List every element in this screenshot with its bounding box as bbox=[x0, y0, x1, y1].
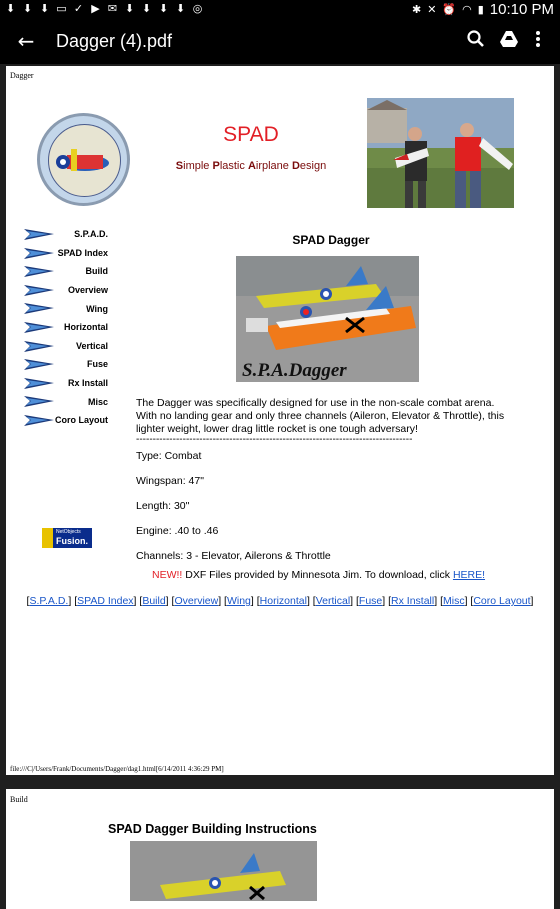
nav-item-label: Build bbox=[85, 266, 108, 277]
footer-link-coro-layout[interactable]: Coro Layout bbox=[473, 595, 531, 607]
spec-channels: Channels: 3 - Elevator, Ailerons & Throttle bbox=[136, 550, 331, 562]
nav-item-vertical[interactable] bbox=[24, 337, 108, 356]
search-icon[interactable] bbox=[464, 29, 488, 53]
spec-type: Type: Combat bbox=[136, 450, 202, 462]
spec-wingspan: Wingspan: 47" bbox=[136, 475, 204, 487]
more-options-icon[interactable] bbox=[526, 29, 550, 53]
back-arrow-icon[interactable]: ← bbox=[17, 29, 35, 53]
paper-airplane-icon bbox=[24, 284, 54, 297]
page-header-label: Dagger bbox=[10, 71, 34, 80]
nav-item-wing[interactable] bbox=[24, 299, 108, 318]
dxf-notice: NEW!! DXF Files provided by Minnesota Jim. To download, click HERE! bbox=[152, 569, 486, 581]
google-drive-icon[interactable] bbox=[497, 29, 521, 53]
download-icon: ⬇ bbox=[158, 2, 169, 15]
spec-length: Length: 30" bbox=[136, 500, 190, 512]
paper-airplane-icon bbox=[24, 395, 54, 408]
app-bar bbox=[0, 18, 560, 64]
nav-item-spad-index[interactable] bbox=[24, 244, 108, 263]
download-icon: ⬇ bbox=[175, 2, 186, 15]
paper-airplane-icon bbox=[24, 340, 54, 353]
nav-item-fuse[interactable] bbox=[24, 355, 108, 374]
wifi-icon: ◠ bbox=[462, 3, 472, 16]
nav-item-label: Vertical bbox=[75, 340, 108, 351]
nav-item-label: Overview bbox=[67, 285, 108, 296]
divider-dashes: ----------------------------------------------------------------------------------- bbox=[136, 434, 413, 445]
file-path: file:///C|/Users/Frank/Documents/Dagger/dag1.html[6/14/2011 4:36:29 PM] bbox=[10, 765, 224, 773]
footer-link-fuse[interactable]: Fuse bbox=[358, 595, 383, 607]
paper-airplane-icon bbox=[24, 321, 54, 334]
footer-link-wrapper: [Misc] bbox=[440, 595, 468, 607]
page-header-label: Build bbox=[10, 795, 28, 804]
footer-link-wing[interactable]: Wing bbox=[226, 595, 251, 607]
spec-engine: Engine: .40 to .46 bbox=[136, 525, 219, 537]
footer-link-rx-install[interactable]: Rx Install bbox=[391, 595, 435, 607]
compass-icon: ◎ bbox=[192, 2, 203, 15]
nav-item-misc[interactable] bbox=[24, 392, 108, 411]
download-icon: ⬇ bbox=[22, 2, 33, 15]
nav-item-label: Rx Install bbox=[67, 378, 108, 389]
nav-item-label: SPAD Index bbox=[57, 247, 108, 258]
footer-link-wrapper: [Wing] bbox=[224, 595, 254, 607]
paper-airplane-icon bbox=[24, 377, 54, 390]
dagger-plane-photo bbox=[130, 841, 317, 901]
paper-airplane-icon bbox=[24, 228, 54, 241]
footer-link-wrapper: [SPAD Index] bbox=[74, 595, 137, 607]
footer-link-wrapper: [S.P.A.D.] bbox=[26, 595, 72, 607]
clock: 10:10 PM bbox=[489, 1, 554, 18]
status-bar bbox=[0, 0, 560, 18]
download-here-link[interactable]: HERE! bbox=[452, 569, 486, 581]
new-label: NEW!! bbox=[152, 569, 183, 581]
paper-airplane-icon bbox=[24, 247, 54, 260]
footer-links bbox=[6, 595, 554, 607]
download-icon: ⬇ bbox=[141, 2, 152, 15]
bluetooth-icon: ✱ bbox=[411, 3, 422, 16]
paper-airplane-icon bbox=[24, 358, 54, 371]
nav-item-build[interactable] bbox=[24, 262, 108, 281]
notification-icons bbox=[4, 2, 204, 16]
paper-airplane-icon bbox=[24, 265, 54, 278]
paper-airplane-icon bbox=[24, 302, 54, 315]
footer-link-build[interactable]: Build bbox=[142, 595, 166, 607]
footer-link-wrapper: [Vertical] bbox=[312, 595, 354, 607]
download-icon: ⬇ bbox=[124, 2, 135, 15]
footer-link-wrapper: [Fuse] bbox=[356, 595, 386, 607]
system-indicators bbox=[412, 1, 554, 18]
check-icon: ✓ bbox=[73, 2, 84, 15]
footer-link-misc[interactable]: Misc bbox=[442, 595, 465, 607]
footer-link-spad-index[interactable]: SPAD Index bbox=[77, 595, 134, 607]
dagger-plane-photo bbox=[236, 256, 419, 382]
page-heading: SPAD Dagger bbox=[292, 233, 370, 247]
document-title: Dagger (4).pdf bbox=[56, 31, 173, 51]
description-text: The Dagger was specifically designed for use in the non-scale combat arena. With no landing gear and only three channels (Aileron, Elevator & Throttle), this lighter weight, lower drag little rocket is one tough adversary! bbox=[136, 397, 505, 435]
footer-link-wrapper: [Horizontal] bbox=[256, 595, 310, 607]
download-icon: ⬇ bbox=[5, 2, 16, 15]
mail-icon: ✉ bbox=[107, 2, 118, 15]
nav-item-label: Fuse bbox=[86, 359, 108, 370]
footer-link-overview[interactable]: Overview bbox=[174, 595, 219, 607]
nav-item-rx-install[interactable] bbox=[24, 374, 108, 393]
spad-subtitle: Simple Plastic Airplane Design bbox=[175, 160, 327, 172]
netobjects-fusion-badge: NetObjects Fusion. bbox=[42, 528, 92, 548]
spad-logo bbox=[37, 113, 130, 206]
spad-title: SPAD bbox=[223, 123, 279, 146]
cast-icon: ▭ bbox=[56, 2, 67, 15]
photo-caption: S.P.A.Dagger bbox=[242, 360, 347, 381]
mute-icon: ✕ bbox=[427, 3, 437, 16]
footer-link-vertical[interactable]: Vertical bbox=[315, 595, 351, 607]
nav-item-horizontal[interactable] bbox=[24, 318, 108, 337]
nav-item-label: Coro Layout bbox=[55, 415, 108, 426]
battery-icon: ▮ bbox=[477, 3, 484, 16]
paper-airplane-icon bbox=[24, 414, 54, 427]
nav-item-label: Wing bbox=[86, 303, 108, 314]
nav-item-label: Misc bbox=[87, 396, 108, 407]
nav-item-label: S.P.A.D. bbox=[74, 229, 108, 240]
pilots-photo bbox=[367, 98, 514, 208]
alarm-icon: ⏰ bbox=[442, 3, 457, 16]
pdf-page-1[interactable] bbox=[6, 66, 554, 775]
youtube-icon: ▶ bbox=[91, 2, 100, 15]
nav-item-label: Horizontal bbox=[64, 322, 108, 333]
pdf-page-2[interactable] bbox=[6, 789, 554, 909]
nav-item-coro-layout[interactable] bbox=[24, 411, 108, 430]
footer-link-wrapper: [Build] bbox=[139, 595, 169, 607]
footer-link-s-p-a-d[interactable]: S.P.A.D. bbox=[29, 595, 69, 607]
nav-item-s-p-a-d[interactable] bbox=[24, 225, 108, 244]
side-navigation bbox=[24, 225, 108, 430]
footer-link-wrapper: [Overview] bbox=[171, 595, 222, 607]
footer-link-wrapper: [Coro Layout] bbox=[470, 595, 534, 607]
page-heading: SPAD Dagger Building Instructions bbox=[108, 822, 317, 836]
footer-link-horizontal[interactable]: Horizontal bbox=[259, 595, 307, 607]
nav-item-overview[interactable] bbox=[24, 281, 108, 300]
download-icon: ⬇ bbox=[39, 2, 50, 15]
footer-link-wrapper: [Rx Install] bbox=[388, 595, 438, 607]
